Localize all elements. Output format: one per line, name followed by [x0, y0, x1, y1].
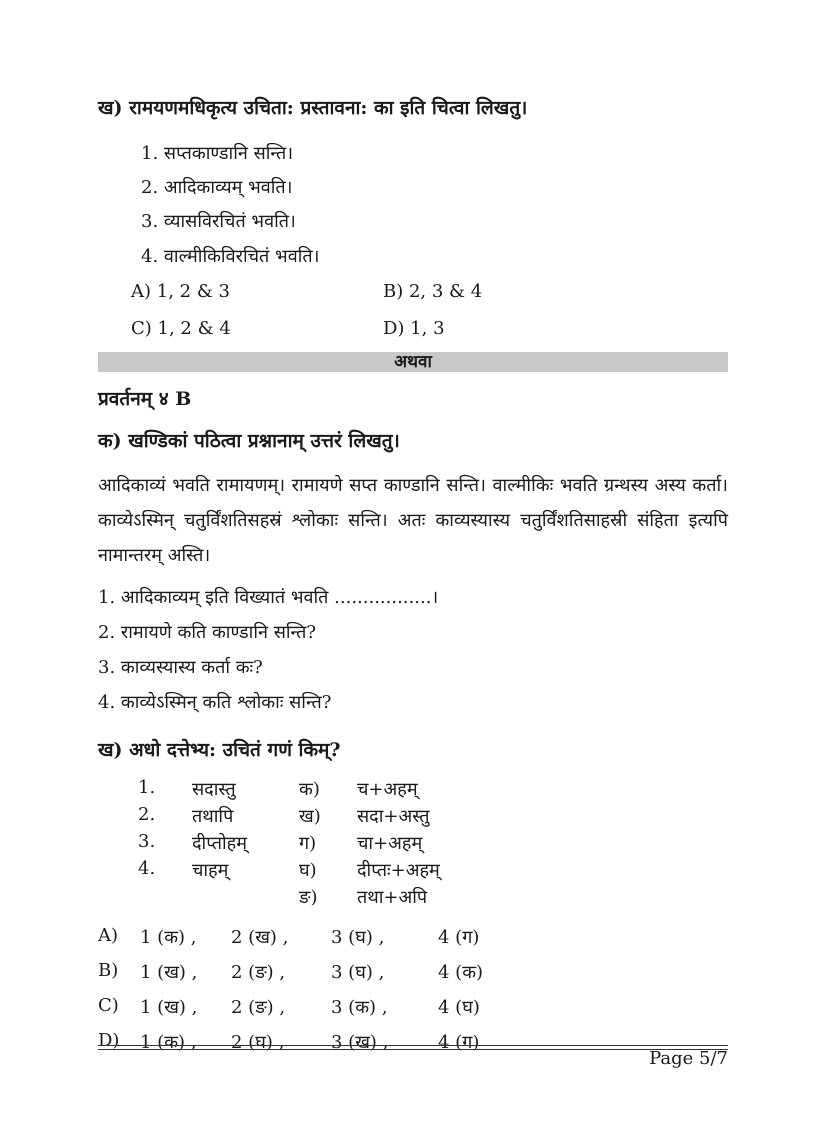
- answer-pair: 3 (क) ,: [331, 997, 388, 1018]
- match-num: [138, 885, 192, 912]
- answer-pair: 4 (ग): [438, 927, 480, 948]
- answer-pair: 1 (क) ,: [140, 1032, 197, 1053]
- match-row: [138, 831, 440, 858]
- match-letter: ग): [299, 833, 317, 854]
- answer-label: C): [98, 995, 119, 1016]
- match-letter: ख): [299, 806, 321, 827]
- match-letter: घ): [299, 860, 317, 881]
- matching-table: [138, 777, 440, 912]
- or-divider: अथवा: [98, 352, 728, 372]
- match-word: [192, 885, 299, 912]
- matching-heading: ख) अधो दत्तेभ्य: उचितं गणं किम्?: [98, 739, 341, 761]
- answer-label: A): [98, 925, 119, 946]
- answer-pair: 2 (घ) ,: [231, 1032, 285, 1053]
- option-b: B) 2, 3 & 4: [383, 281, 483, 302]
- footer-rule: [98, 1045, 728, 1046]
- activity-label: प्रवर्तनम् ४ B: [98, 388, 192, 410]
- match-split: चा+अहम्: [357, 833, 423, 854]
- answer-pair: 2 (ख) ,: [231, 927, 289, 948]
- match-row: [138, 885, 440, 912]
- passage-question-2: 2. रामायणे कति काण्डानि सन्ति?: [98, 622, 316, 643]
- statement-4: 4. वाल्मीकिविरचितं भवति।: [141, 246, 320, 267]
- answer-pair: 1 (क) ,: [140, 927, 197, 948]
- answer-pair: 1 (ख) ,: [140, 997, 198, 1018]
- match-row: [138, 777, 440, 804]
- footer-rule: [98, 1049, 728, 1050]
- answer-pair: 4 (क): [438, 962, 484, 983]
- passage-question-4: 4. काव्येऽस्मिन् कति श्लोकाः सन्ति?: [98, 692, 332, 713]
- answer-pair: 3 (घ) ,: [331, 962, 385, 983]
- statement-3: 3. व्यासविरचितं भवति।: [141, 211, 296, 232]
- match-num: 3.: [138, 831, 156, 852]
- match-num: 4.: [138, 858, 156, 879]
- match-split: च+अहम्: [357, 779, 418, 800]
- answer-pair: 4 (घ): [438, 997, 480, 1018]
- match-row: [138, 858, 440, 885]
- match-word: सदास्तु: [192, 779, 236, 800]
- answer-label: D): [98, 1030, 120, 1051]
- answer-label: B): [98, 960, 119, 981]
- match-num: 2.: [138, 804, 156, 825]
- passage-question-3: 3. काव्यस्यास्य कर्ता कः?: [98, 657, 263, 678]
- answer-pair: 2 (ङ) ,: [231, 997, 286, 1018]
- passage-heading: क) खण्डिकां पठित्वा प्रश्नानाम् उत्तरं लिखतु।: [98, 430, 400, 452]
- answer-pair: 3 (घ) ,: [331, 927, 385, 948]
- statement-1: 1. सप्तकाण्डानि सन्ति।: [141, 143, 294, 164]
- option-d: D) 1, 3: [383, 318, 445, 339]
- option-a: A) 1, 2 & 3: [131, 281, 231, 302]
- match-letter: ङ): [299, 887, 318, 908]
- match-word: तथापि: [192, 806, 234, 827]
- statement-2: 2. आदिकाव्यम् भवति।: [141, 177, 293, 198]
- answer-pair: 1 (ख) ,: [140, 962, 198, 983]
- passage-question-1: 1. आदिकाव्यम् इति विख्यातं भवति .................।: [98, 587, 439, 608]
- match-split: तथा+अपि: [357, 887, 428, 908]
- match-row: [138, 804, 440, 831]
- match-num: 1.: [138, 777, 156, 798]
- match-split: दीप्तः+अहम्: [357, 860, 440, 881]
- passage-text: आदिकाव्यं भवति रामायणम्। रामायणे सप्त काण्डानि सन्ति। वाल्मीकिः भवति ग्रन्थस्य अस्य कर्ता। काव्येऽस्मिन् चतुर्विंशतिसहस्रं श्लोकाः सन्ति। अतः काव्यस्यास्य चतुर्विंशतिसाहस्री संहिता इत्यपि नामान्तरम् अस्ति।: [98, 475, 728, 566]
- page-number: Page 5/7: [649, 1048, 728, 1069]
- question-heading: ख) रामयणमधिकृत्य उचिता: प्रस्तावना: का इति चित्वा लिखतु।: [98, 97, 528, 119]
- answer-pair: 2 (ङ) ,: [231, 962, 286, 983]
- option-c: C) 1, 2 & 4: [131, 318, 231, 339]
- match-letter: क): [299, 779, 320, 800]
- match-word: दीप्तोहम्: [192, 833, 248, 854]
- answer-pair: 3 (ख) ,: [331, 1032, 389, 1053]
- answer-pair: 4 (ग): [438, 1032, 480, 1053]
- match-split: सदा+अस्तु: [357, 806, 430, 827]
- match-word: चाहम्: [192, 860, 229, 881]
